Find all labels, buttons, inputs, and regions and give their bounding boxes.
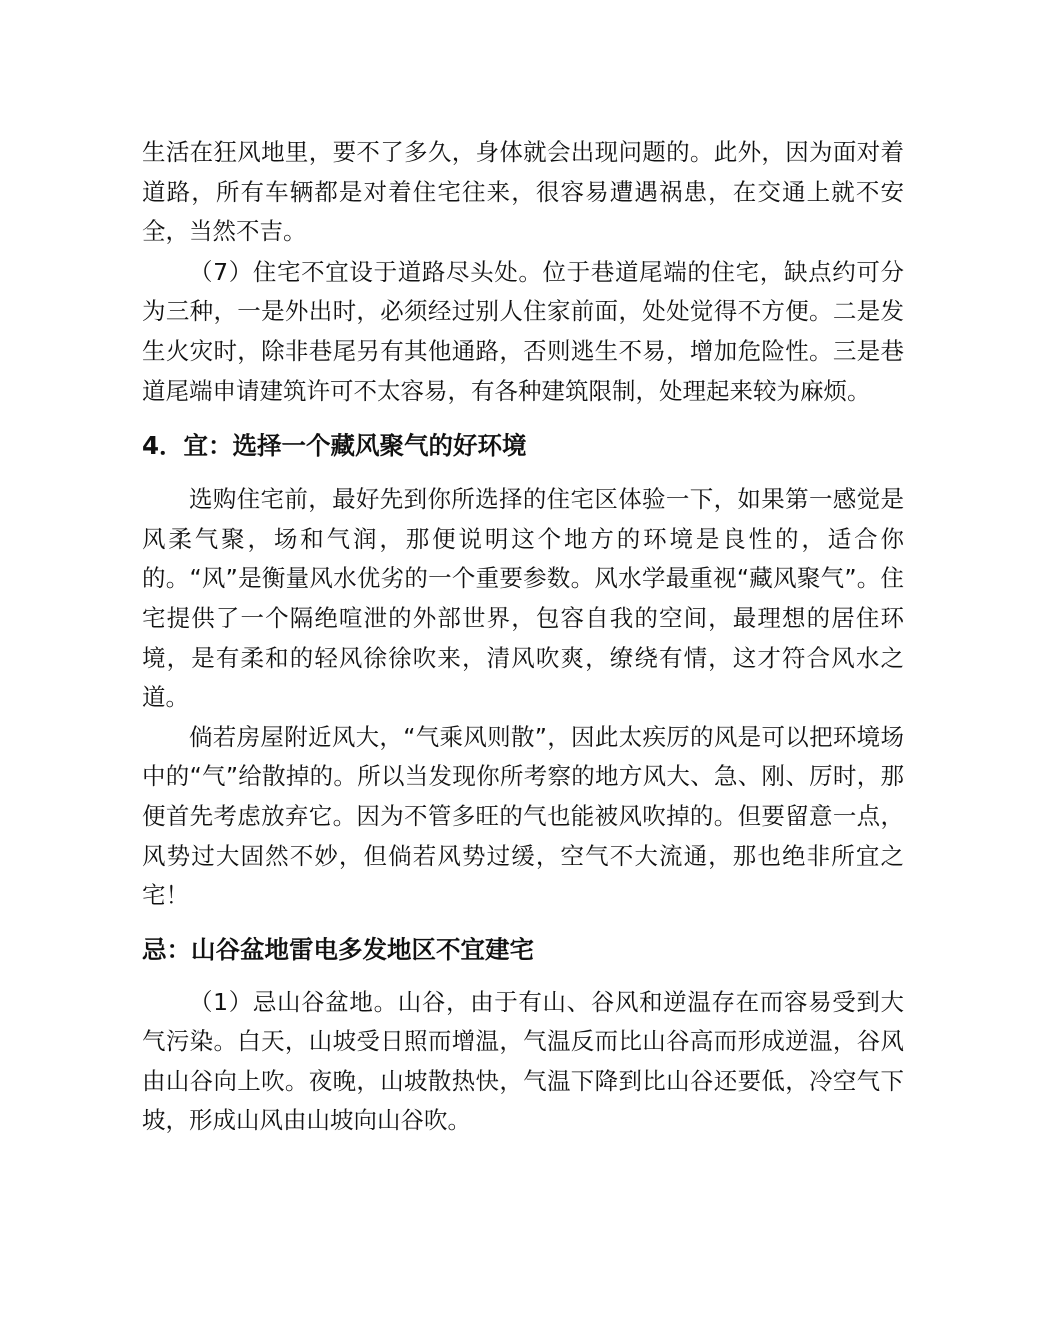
- paragraph-valley-basin: （1）忌山谷盆地。山谷，由于有山、谷风和逆温存在而容易受到大气污染。白天，山坡受日照而增温，气温反而比山谷高而形成逆温，谷风由山谷向上吹。夜晚，山坡散热快，气温下降到比山谷还要低，冷空气下坡，形成山风由山坡向山谷吹。: [142, 987, 904, 1135]
- document-page: [142, 133, 904, 1141]
- paragraph-road-end: （7）住宅不宜设于道路尽头处。位于巷道尾端的住宅，缺点约可分为三种，一是外出时，必须经过别人住家前面，处处觉得不方便。二是发生火灾时，除非巷尾另有其他通路，否则逃生不易，增加危险性。三是巷道尾端申请建筑许可不太容易，有各种建筑限制，处理起来较为麻烦。: [142, 257, 904, 405]
- section-heading-favorable: 4．宜：选择一个藏风聚气的好环境: [142, 431, 527, 461]
- paragraph-strong-wind: 倘若房屋附近风大，“气乘风则散”，因此太疾厉的风是可以把环境场中的“气”给散掉的。所以当发现你所考察的地方风大、急、刚、厉时，那便首先考虑放弃它。因为不管多旺的气也能被风吹掉的。但要留意一点，风势过大固然不妙，但倘若风势过缓，空气不大流通，那也绝非所宜之宅！: [142, 722, 904, 910]
- paragraph-choose-residence: 选购住宅前，最好先到你所选择的住宅区体验一下，如果第一感觉是风柔气聚，场和气润，那便说明这个地方的环境是良性的，适合你的。“风”是衡量风水优劣的一个重要参数。风水学最重视“藏风聚气”。住宅提供了一个隔绝喧泄的外部世界，包容自我的空间，最理想的居住环境，是有柔和的轻风徐徐吹来，清风吹爽，缭绕有情，这才符合风水之道。: [142, 485, 904, 712]
- paragraph-wind-traffic: 生活在狂风地里，要不了多久，身体就会出现问题的。此外，因为面对着道路，所有车辆都是对着住宅往来，很容易遭遇祸患，在交通上就不安全，当然不吉。: [142, 138, 904, 246]
- section-heading-avoid: 忌：山谷盆地雷电多发地区不宜建宅: [142, 934, 534, 964]
